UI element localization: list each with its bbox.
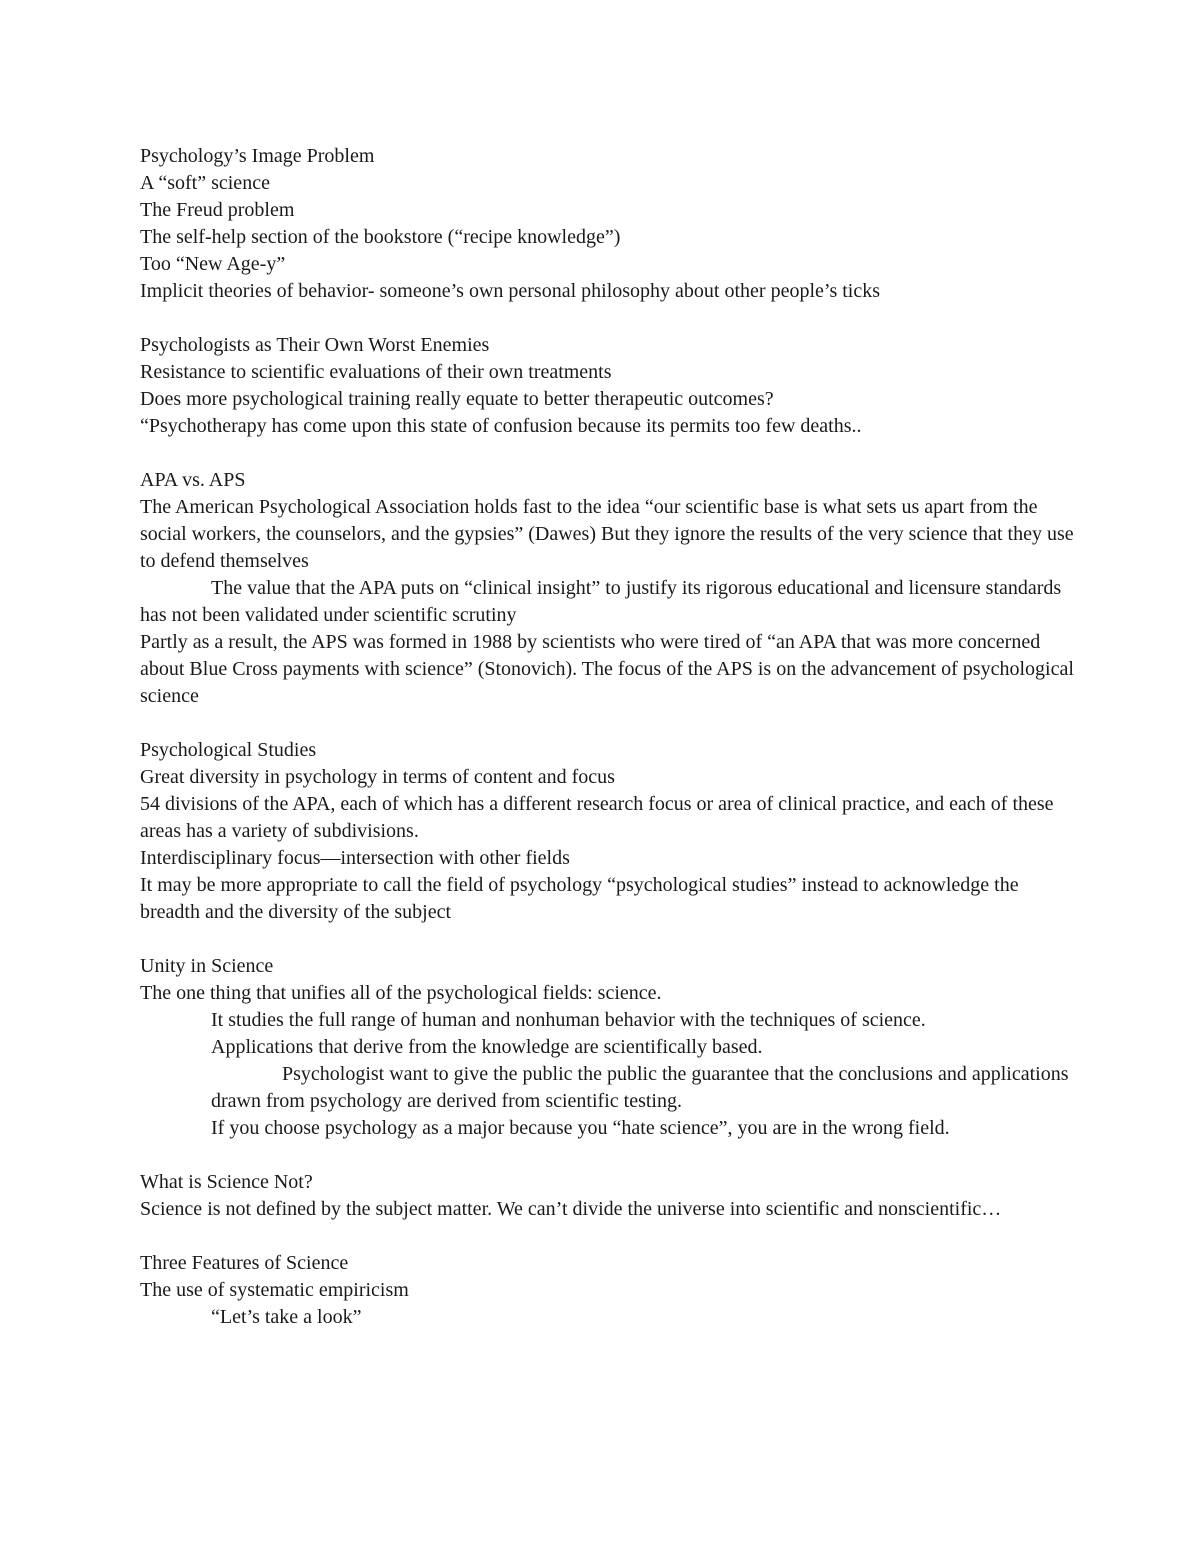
section-heading: What is Science Not?	[140, 1171, 313, 1193]
section-heading: APA vs. APS	[140, 469, 246, 491]
body-line: The Freud problem	[140, 199, 295, 221]
indented-paragraph: If you choose psychology as a major because you “hate science”, you are in the wrong field.	[211, 1117, 950, 1139]
indented-line: It studies the full range of human and nonhuman behavior with the techniques of science.	[211, 1009, 926, 1031]
body-paragraph: Science is not defined by the subject matter. We can’t divide the universe into scientific and nonscientific…	[140, 1198, 1002, 1220]
section-heading: Psychologists as Their Own Worst Enemies	[140, 334, 490, 356]
blank-line	[140, 1223, 1075, 1250]
body-paragraph: It may be more appropriate to call the field of psychology “psychological studies” instead to acknowledge the breadth and the diversity of the subject	[140, 874, 1019, 923]
body-line: “Psychotherapy has come upon this state of confusion because its permits too few deaths..	[140, 415, 862, 437]
body-line: Does more psychological training really equate to better therapeutic outcomes?	[140, 388, 774, 410]
body-paragraph: 54 divisions of the APA, each of which has a different research focus or area of clinical practice, and each of these areas has a variety of subdivisions.	[140, 793, 1054, 842]
body-line: The use of systematic empiricism	[140, 1279, 409, 1301]
blank-line	[140, 926, 1075, 953]
body-line: The self-help section of the bookstore (“recipe knowledge”)	[140, 226, 621, 248]
body-line: Resistance to scientific evaluations of their own treatments	[140, 361, 612, 383]
section-heading: Three Features of Science	[140, 1252, 349, 1274]
indented-paragraph: Psychologist want to give the public the public the guarantee that the conclusions and applications drawn from psychology are derived from scientific testing.	[211, 1063, 1069, 1112]
body-line: The one thing that unifies all of the psychological fields: science.	[140, 982, 662, 1004]
body-line: Too “New Age-y”	[140, 253, 286, 275]
section-heading: Psychology’s Image Problem	[140, 145, 375, 167]
blank-line	[140, 710, 1075, 737]
indented-line: “Let’s take a look”	[211, 1306, 362, 1328]
section-heading: Unity in Science	[140, 955, 274, 977]
body-line: Interdisciplinary focus—intersection with other fields	[140, 847, 570, 869]
body-line: A “soft” science	[140, 172, 270, 194]
body-paragraph: The American Psychological Association holds fast to the idea “our scientific base is what sets us apart from the social workers, the counselors, and the gypsies” (Dawes) But they ignore the results of the very science that they use to defend themselves	[140, 496, 1074, 572]
body-paragraph: Partly as a result, the APS was formed in 1988 by scientists who were tired of “an APA that was more concerned about Blue Cross payments with science” (Stonovich). The focus of the APS is on the advancement of psychological science	[140, 631, 1074, 707]
blank-line	[140, 305, 1075, 332]
body-paragraph: The value that the APA puts on “clinical insight” to justify its rigorous educational and licensure standards has not been validated under scientific scrutiny	[140, 577, 1062, 626]
indented-line: Applications that derive from the knowledge are scientifically based.	[211, 1036, 763, 1058]
blank-line	[140, 440, 1075, 467]
body-line: Great diversity in psychology in terms of content and focus	[140, 766, 615, 788]
section-heading: Psychological Studies	[140, 739, 317, 761]
body-line: Implicit theories of behavior- someone’s own personal philosophy about other people’s ticks	[140, 280, 880, 302]
document-page	[140, 143, 1075, 1331]
blank-line	[140, 1142, 1075, 1169]
